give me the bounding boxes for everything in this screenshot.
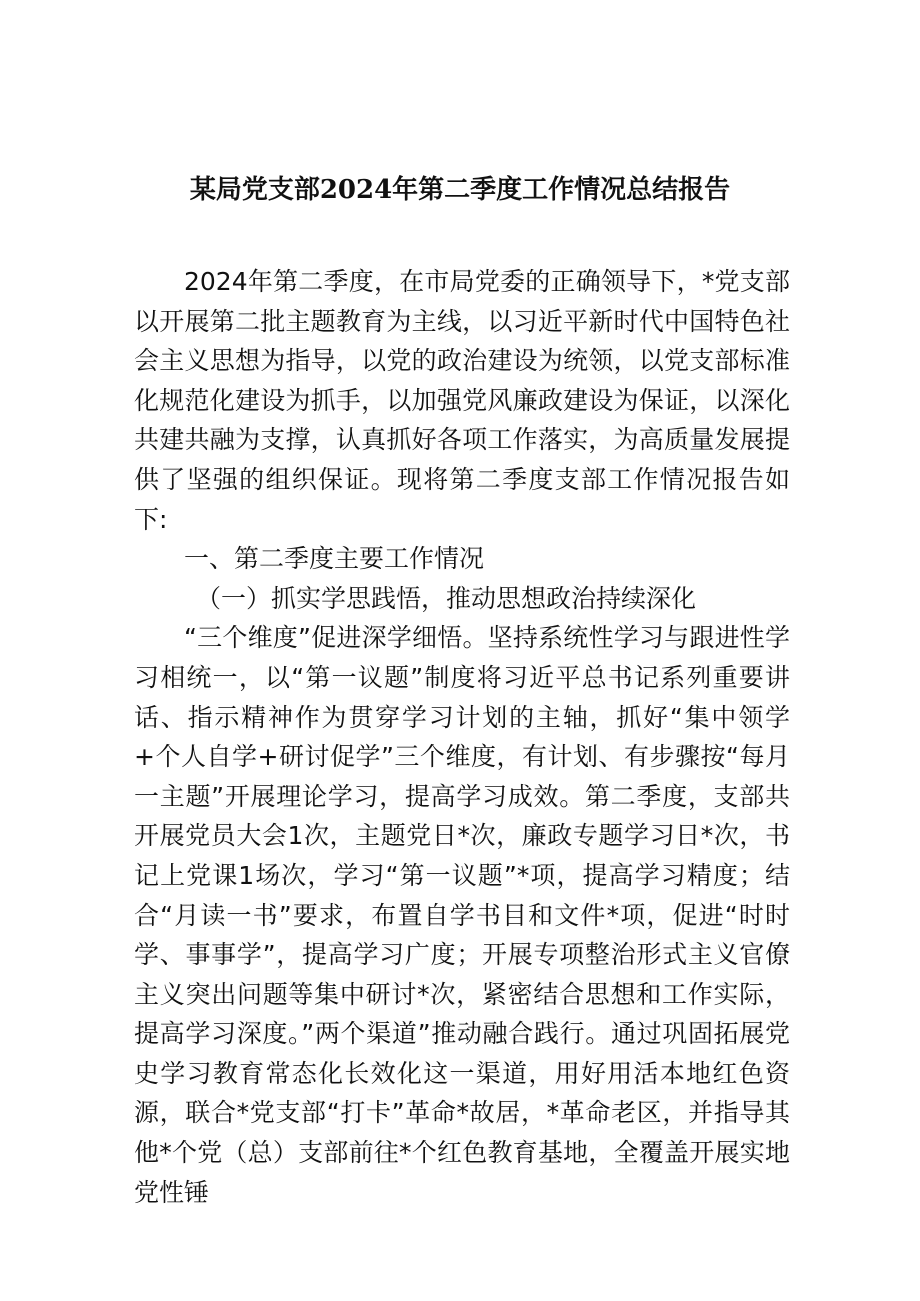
- body-paragraph: “三个维度”促进深学细悟。坚持系统性学习与跟进性学习相统一，以“第一议题”制度将习近平总书记系列重要讲话、指示精神作为贯穿学习计划的主轴，抓好“集中领学+个人自学+研讨促学”三个维度，有计划、有步骤按“每月一主题”开展理论学习，提高学习成效。第二季度，支部共开展党员大会1次，主题党日*次，廉政专题学习日*次，书记上党课1场次，学习“第一议题”*项，提高学习精度；结合“月读一书”要求，布置自学书目和文件*项，促进“时时学、事事学”，提高学习广度；开展专项整治形式主义官僚主义突出问题等集中研讨*次，紧密结合思想和工作实际，提高学习深度。”两个渠道”推动融合践行。通过巩固拓展党史学习教育常态化长效化这一渠道，用好用活本地红色资源，联合*党支部“打卡”革命*故居，*革命老区，并指导其他*个党（总）支部前往*个红色教育基地，全覆盖开展实地党性锤: [134, 623, 790, 1207]
- subsection-heading: （一）抓实学思践悟，推动思想政治持续深化: [196, 583, 697, 613]
- intro-paragraph: 2024年第二季度，在市局党委的正确领导下，*党支部以开展第二批主题教育为主线，以习近平新时代中国特色社会主义思想为指导，以党的政治建设为统领，以党支部标准化规范化建设为抓手，以加强党风廉政建设为保证，以深化共建共融为支撑，认真抓好各项工作落实，为高质量发展提供了坚强的组织保证。现将第二季度支部工作情况报告如下:: [134, 267, 790, 534]
- document-body: [134, 262, 790, 1212]
- document-title: 某局党支部2024年第二季度工作情况总结报告: [189, 175, 731, 205]
- section-heading: 一、第二季度主要工作情况: [184, 544, 485, 574]
